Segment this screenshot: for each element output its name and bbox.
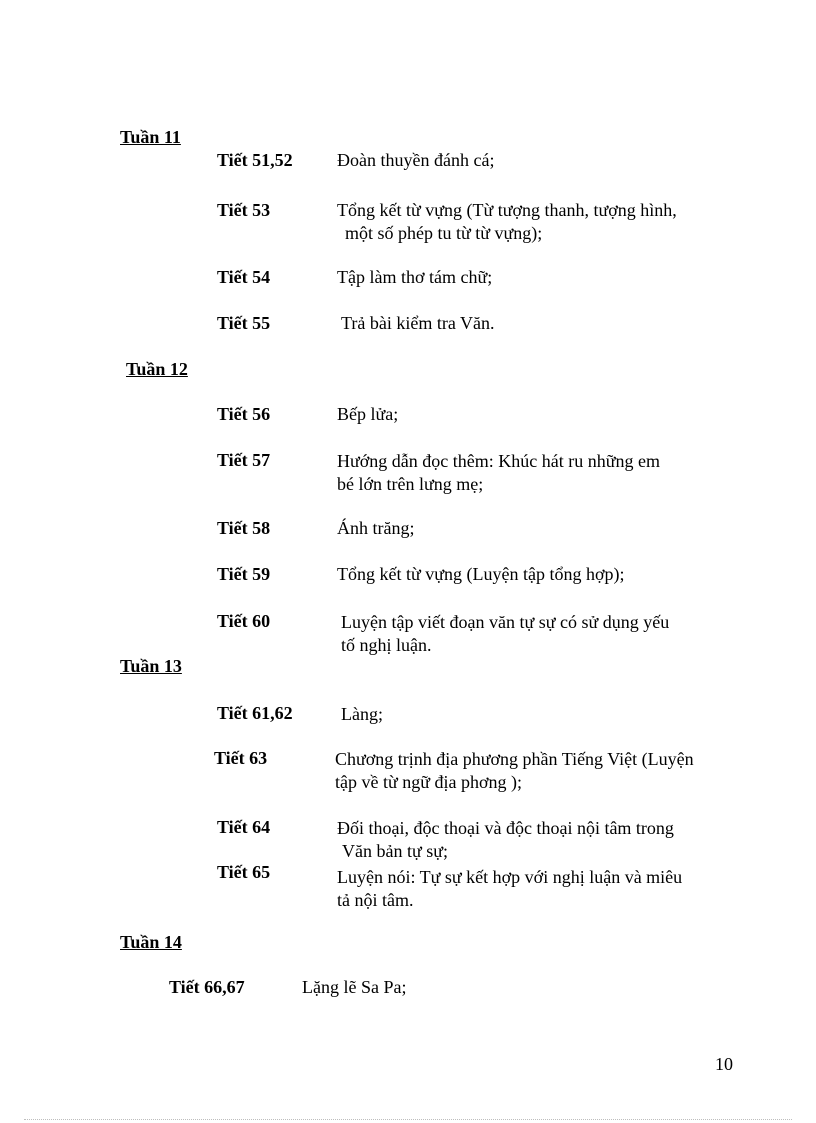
lesson-title xyxy=(337,563,624,586)
lesson-title xyxy=(341,703,383,726)
lesson-title xyxy=(337,517,414,540)
lesson-label: Tiết 56 xyxy=(217,404,271,424)
lesson-label: Tiết 61,62 xyxy=(217,703,293,723)
lesson-label: Tiết 55 xyxy=(217,313,271,333)
lesson-title xyxy=(337,450,660,496)
lesson-title xyxy=(337,266,492,289)
lesson-title-line: Văn bản tự sự; xyxy=(342,841,448,861)
footer-divider xyxy=(24,1119,792,1120)
lesson-title-line: Ánh trăng; xyxy=(337,518,415,538)
lesson-title-line: Đối thoại, độc thoại và độc thoại nội tâm trong xyxy=(337,818,674,838)
lesson-label: Tiết 51,52 xyxy=(217,150,293,170)
week-heading: Tuần 13 xyxy=(120,656,182,676)
lesson-title-line: Chương trịnh địa phương phần Tiếng Việt (Luyện xyxy=(335,749,694,769)
lesson-title-line: Đoàn thuyền đánh cá; xyxy=(337,150,495,170)
lesson-title-line: Tổng kết từ vựng (Luyện tập tổng hợp); xyxy=(337,564,625,584)
lesson-title-line: Tập làm thơ tám chữ; xyxy=(337,267,493,287)
lesson-title-line: Hướng dẫn đọc thêm: Khúc hát ru những em xyxy=(337,451,660,471)
week-heading: Tuần 11 xyxy=(120,127,181,147)
lesson-title-line: Luyện nói: Tự sự kết hợp với nghị luận và miêu xyxy=(337,867,683,887)
lesson-label: Tiết 57 xyxy=(217,450,271,470)
week-heading: Tuần 14 xyxy=(120,932,182,952)
lesson-title xyxy=(341,611,669,657)
lesson-title xyxy=(302,976,406,999)
lesson-title xyxy=(341,312,494,335)
lesson-title-line: Bếp lửa; xyxy=(337,404,399,424)
lesson-label: Tiết 54 xyxy=(217,267,271,287)
lesson-label: Tiết 65 xyxy=(217,862,271,882)
lesson-title xyxy=(337,403,398,426)
lesson-title-line: Làng; xyxy=(341,704,383,724)
lesson-label: Tiết 53 xyxy=(217,200,271,220)
lesson-title-line: tố nghị luận. xyxy=(341,635,432,655)
page-number: 10 xyxy=(715,1054,733,1074)
lesson-title xyxy=(337,199,677,245)
lesson-title xyxy=(335,748,694,794)
lesson-title-line: Trả bài kiểm tra Văn. xyxy=(341,313,495,333)
lesson-label: Tiết 64 xyxy=(217,817,271,837)
lesson-title-line: tập về từ ngữ địa phơng ); xyxy=(335,772,522,792)
lesson-label: Tiết 66,67 xyxy=(169,977,245,997)
lesson-label: Tiết 58 xyxy=(217,518,271,538)
lesson-title xyxy=(337,866,682,912)
lesson-title-line: Lặng lẽ Sa Pa; xyxy=(302,977,407,997)
lesson-title-line: bé lớn trên lưng mẹ; xyxy=(337,474,484,494)
week-heading: Tuần 12 xyxy=(126,359,188,379)
lesson-title xyxy=(337,817,674,863)
lesson-title-line: Luyện tập viết đoạn văn tự sự có sử dụng yếu xyxy=(341,612,670,632)
lesson-title-line: Tổng kết từ vựng (Từ tượng thanh, tượng hình, xyxy=(337,200,677,220)
lesson-title-line: tả nội tâm. xyxy=(337,890,414,910)
lesson-label: Tiết 59 xyxy=(217,564,271,584)
lesson-title-line: một số phép tu từ từ vựng); xyxy=(345,223,543,243)
lesson-title xyxy=(337,149,494,172)
lesson-label: Tiết 63 xyxy=(214,748,268,768)
lesson-label: Tiết 60 xyxy=(217,611,271,631)
